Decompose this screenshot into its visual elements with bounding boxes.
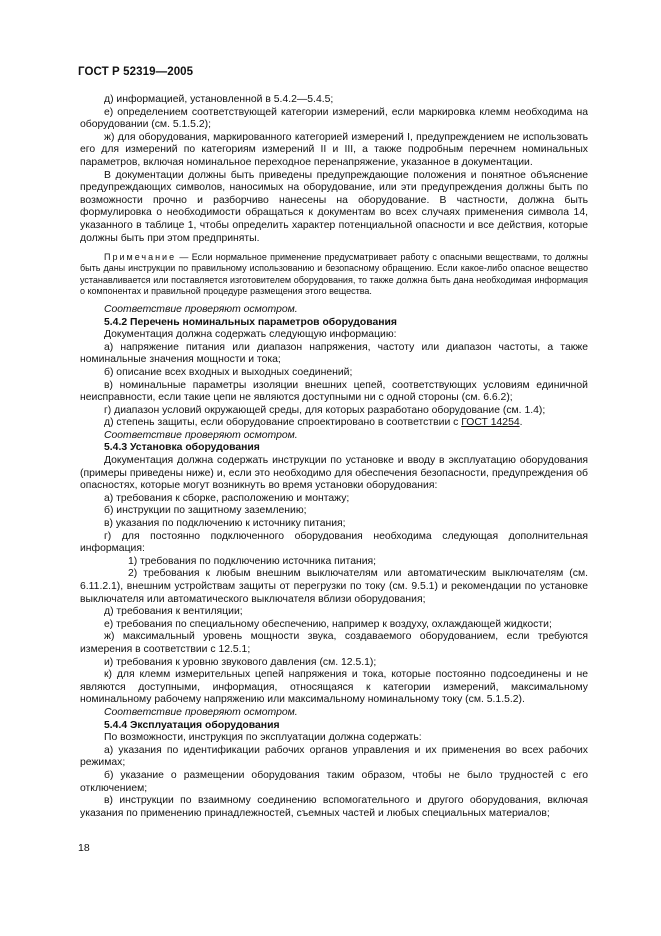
- compliance-check: Соответствие проверяют осмотром.: [104, 303, 298, 315]
- list-item: [80, 417, 588, 430]
- standard-header: ГОСТ Р 52319—2005: [78, 66, 194, 78]
- list-item: к) для клемм измерительных цепей напряжения и тока, которые постоянно подсоединены и не являются доступными, информация, относящаяся к категории измерений, максимальному номинальному рабочему напряжению или максимальному номинальному току (см. 5.1.5.2).: [80, 669, 588, 706]
- paragraph: Документация должна содержать инструкции по установке и вводу в эксплуатацию оборудования (примеры приведены ниже) и, если это необходимо для обеспечения безопасности, предупреждения об опасностях, которые могут возникнуть во время установки оборудования:: [80, 455, 588, 492]
- note-paragraph: [80, 252, 588, 297]
- paragraph: В документации должны быть приведены предупреждающие положения и понятное объяснение предупреждающих символов, наносимых на оборудование, или эти предупреждения должны быть по возможности прочно и разборчиво нанесены на оборудование. В частности, должна быть формулировка о необходимости обращаться к документам во всех случаях применения символа 14, указанного в таблице 1, чтобы определить характер потенциальной опасности и все действия, которые должны быть при этом предприняты.: [80, 169, 588, 244]
- list-item: г) для постоянно подключенного оборудования необходима следующая дополнительная информация:: [80, 530, 588, 555]
- paragraph: Документация должна содержать следующую информацию:: [104, 329, 397, 341]
- list-item: в) инструкции по взаимному соединению вспомогательного и другого оборудования, включая указания по применению принадлежностей, съемных частей и любых специальных материалов;: [80, 795, 588, 819]
- list-item: а) напряжение питания или диапазон напряжения, частоту или диапазон частоты, а также номинальные значения мощности и тока;: [80, 341, 588, 366]
- list-item: б) инструкции по защитному заземлению;: [104, 505, 307, 517]
- sub-list-item: 1) требования по подключению источника питания;: [128, 555, 377, 567]
- item-text: .: [519, 417, 523, 429]
- section-heading-5-4-3: 5.4.3 Установка оборудования: [104, 442, 260, 454]
- list-item: д) требования к вентиляции;: [104, 606, 243, 618]
- list-item: ж) максимальный уровень мощности звука, создаваемого оборудованием, если требуются измерения в соответствии с 12.5.1;: [80, 631, 588, 655]
- list-item: е) требования по специальному обеспечению, например к воздуху, охлаждающей жидкости;: [104, 618, 552, 630]
- list-item: а) указания по идентификации рабочих органов управления и их применения во всех рабочих режимах;: [80, 744, 588, 769]
- note-text: — Если нормальное применение предусматривает работу с опасными веществами, то должны быть даны инструкции по правильному использованию и безопасному обращению. Если какое-либо опасное вещество устанавливается или поставляется изготовителем оборудования, то также должна быть дана необходимая информация о компонентах и правильной процедуре размещения этого вещества.: [80, 252, 588, 296]
- compliance-check: Соответствие проверяют осмотром.: [104, 429, 298, 441]
- paragraph: По возможности, инструкция по эксплуатации должна содержать:: [104, 732, 422, 744]
- list-item: ж) для оборудования, маркированного категорией измерений I, предупреждением не использовать его для измерений по категориям измерений II и III, а также подробным перечнем номинальных параметров, включая номинальное переходное перенапряжение, указанное в документации.: [80, 131, 588, 168]
- standard-reference-link[interactable]: ГОСТ 14254: [461, 417, 520, 429]
- section-heading-5-4-4: 5.4.4 Эксплуатация оборудования: [104, 719, 280, 731]
- list-item: б) указание о размещении оборудования таким образом, чтобы не было трудностей с его отключением;: [80, 769, 588, 794]
- list-item: в) указания по подключению к источнику питания;: [104, 518, 346, 530]
- section-heading-5-4-2: 5.4.2 Перечень номинальных параметров оборудования: [104, 316, 397, 328]
- list-item: а) требования к сборке, расположению и монтажу;: [104, 492, 350, 504]
- note-label: Примечание: [104, 252, 177, 263]
- list-item: и) требования к уровню звукового давления (см. 12.5.1);: [104, 656, 377, 668]
- compliance-check: Соответствие проверяют осмотром.: [104, 706, 298, 718]
- document-body: [80, 94, 588, 820]
- sub-list-item: 2) требования к любым внешним выключателям или автоматическим выключателям (см. 6.11.2.1), внешним устройствам защиты от перегрузки по току (см. 9.5.1) и рекомендации по установке выключателя или автоматического выключателя вблизи оборудования;: [80, 568, 588, 605]
- list-item: е) определением соответствующей категории измерений, если маркировка клемм необходима на оборудовании (см. 5.1.5.2);: [80, 106, 588, 131]
- page-number: 18: [78, 842, 90, 854]
- item-text: д) степень защиты, если оборудование спроектировано в соответствии с: [104, 417, 462, 429]
- list-item: г) диапазон условий окружающей среды, для которых разработано оборудование (см. 1.4);: [104, 404, 546, 416]
- list-item: д) информацией, установленной в 5.4.2—5.4.5;: [104, 94, 334, 105]
- list-item: в) номинальные параметры изоляции внешних цепей, соответствующих условиям единичной неисправности, если такие цепи не являются доступными ни с одной стороны (см. 6.6.2);: [80, 379, 588, 404]
- list-item: б) описание всех входных и выходных соединений;: [104, 366, 353, 378]
